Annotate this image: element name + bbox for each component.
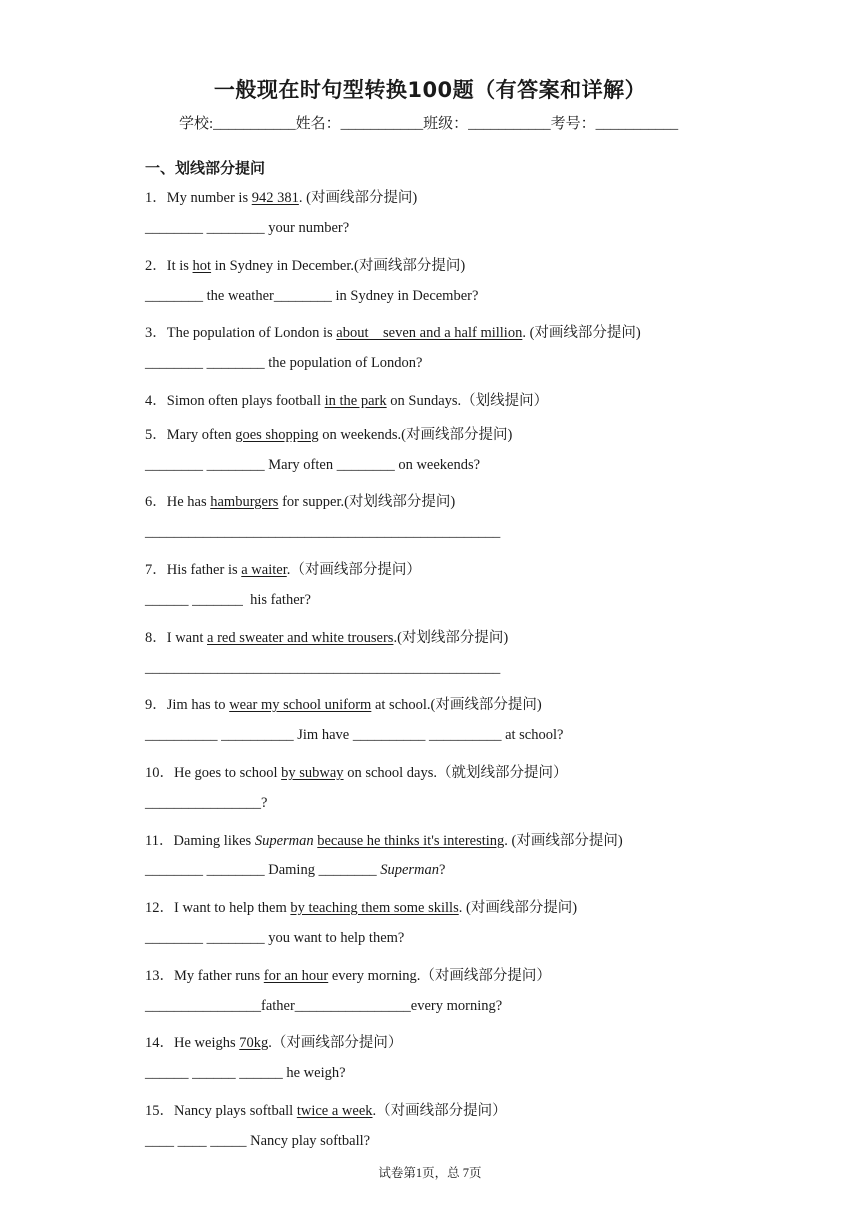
question-15: 15．Nancy plays softball twice a week.（对画线部分提问） — [145, 1103, 507, 1119]
question-14: 14．He weighs 70kg.（对画线部分提问） — [145, 1035, 403, 1051]
question-11: 11．Daming likes Superman because he thinks it's interesting. (对画线部分提问) — [145, 833, 623, 849]
question-12: 12．I want to help them by teaching them some skills. (对画线部分提问) — [145, 900, 578, 916]
question-6: 6．He has hamburgers for supper.(对划线部分提问) — [145, 494, 456, 510]
answer-line-9: __________ __________ Jim have __________ __________ at school? — [145, 727, 564, 743]
page-footer: 试卷第1页，总 7页 — [378, 1166, 482, 1180]
question-4: 4．Simon often plays football in the park on Sundays.（划线提问） — [145, 393, 549, 409]
answer-line-6: _________________________________________________ — [145, 524, 501, 540]
question-3: 3．The population of London is about seven and a half million. (对画线部分提问) — [145, 325, 641, 341]
section-title: 一、划线部分提问 — [145, 159, 266, 177]
answer-line-13: ________________father________________every morning? — [145, 998, 503, 1014]
answer-line-3: ________ ________ the population of London? — [145, 355, 423, 371]
answer-line-11: ________ ________ Daming ________ Superman? — [145, 862, 446, 878]
answer-line-15: ____ ____ _____ Nancy play softball? — [145, 1133, 371, 1149]
answer-line-5: ________ ________ Mary often ________ on weekends? — [145, 457, 481, 473]
question-13: 13．My father runs for an hour every morning.（对画线部分提问） — [145, 968, 551, 984]
question-10: 10．He goes to school by subway on school days.（就划线部分提问） — [145, 765, 568, 781]
answer-line-12: ________ ________ you want to help them? — [145, 930, 405, 946]
answer-line-8: _________________________________________________ — [145, 660, 501, 676]
answer-line-1: ________ ________ your number? — [145, 220, 350, 236]
answer-line-7: ______ _______ his father? — [145, 592, 311, 608]
question-5: 5．Mary often goes shopping on weekends.(对画线部分提问) — [145, 427, 513, 443]
page-title: 一般现在时句型转换100题（有答案和详解） — [213, 78, 647, 102]
answer-line-14: ______ ______ ______ he weigh? — [145, 1065, 346, 1081]
question-7: 7．His father is a waiter.（对画线部分提问） — [145, 562, 421, 578]
question-9: 9．Jim has to wear my school uniform at school.(对画线部分提问) — [145, 697, 542, 713]
student-info-line: 学校:___________姓名：___________班级：___________考号：___________ — [179, 116, 679, 132]
answer-line-2: ________ the weather________ in Sydney in December? — [145, 288, 479, 304]
question-2: 2．It is hot in Sydney in December.(对画线部分提问) — [145, 258, 466, 274]
question-8: 8．I want a red sweater and white trousers.(对划线部分提问) — [145, 630, 509, 646]
question-1: 1．My number is 942 381. (对画线部分提问) — [145, 190, 418, 206]
answer-line-10: ________________? — [145, 795, 268, 811]
